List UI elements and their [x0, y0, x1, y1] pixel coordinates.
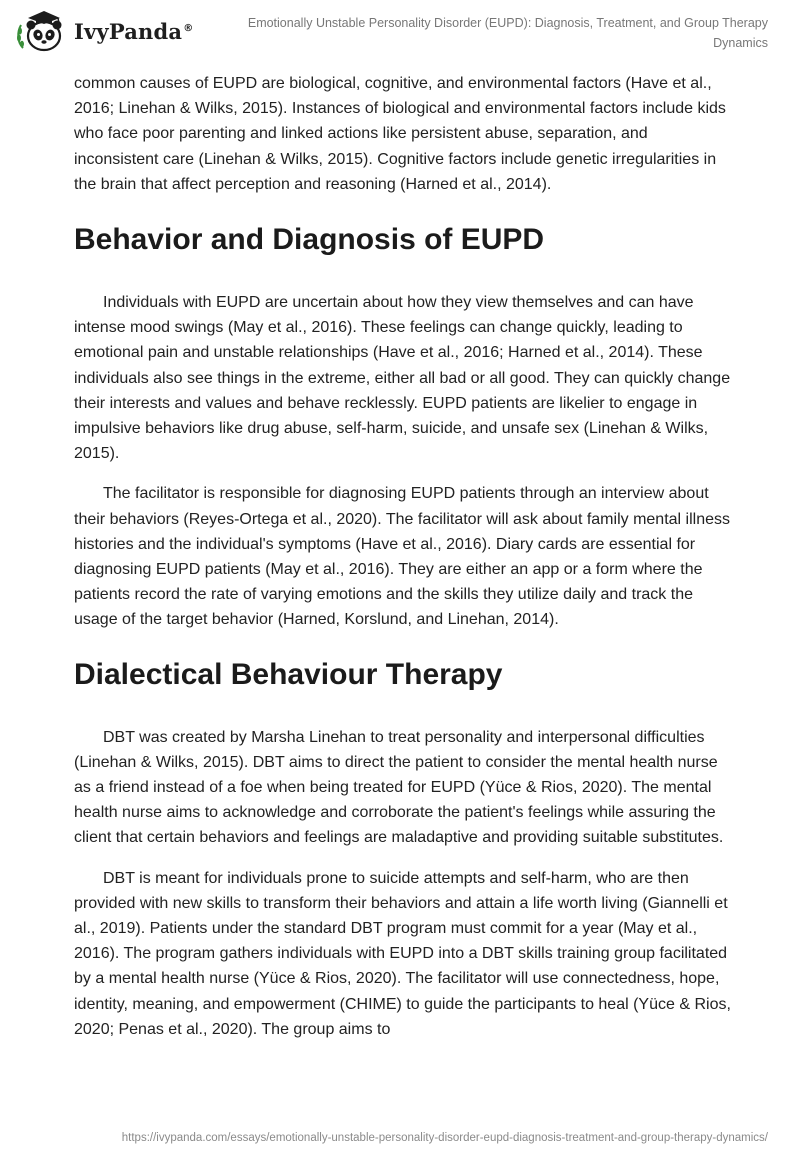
- paragraph: DBT was created by Marsha Linehan to treat personality and interpersonal difficulties (Linehan & Wilks, 2015). DBT aims to direct the patient to consider the mental health nurse as a friend instead of a foe when being treated for EUPD (Yüce & Rios, 2020). The mental health nurse aims to acknowledge and corroborate the patient's feelings while assuring the client that certain behaviors and feelings are maladaptive and providing suitable substitutes.: [74, 728, 724, 847]
- page-header: [0, 0, 800, 62]
- paragraph: The facilitator is responsible for diagnosing EUPD patients through an interview about their behaviors (Reyes-Ortega et al., 2020). The facilitator will ask about family mental illness histories and the individual's symptoms (Have et al., 2016). Diary cards are essential for diagnosing EUPD patients (May et al., 2016). They are either an app or a form where the patients record the rate of varying emotions and the skills they utilize daily and track the usage of the target behavior (Harned, Korslund, and Linehan, 2014).: [74, 485, 730, 629]
- panda-graduate-icon: [14, 8, 70, 54]
- section-heading-dbt: Dialectical Behaviour Therapy: [74, 657, 503, 691]
- section-heading-behavior-diagnosis: Behavior and Diagnosis of EUPD: [74, 223, 545, 257]
- intro-paragraph: common causes of EUPD are biological, cognitive, and environmental factors (Have et al., 2016; Linehan & Wilks, 2015). Instances of biological and environmental factors include kids who face poor parenting and linked actions like persistent abuse, separation, and inconsistent care (Linehan & Wilks, 2015). Cognitive factors include genetic irregularities in the brain that affect perception and reasoning (Harned et al., 2014).: [74, 75, 726, 193]
- logo-wordmark: IvyPanda®: [74, 18, 194, 44]
- document-title: Emotionally Unstable Personality Disorder (EUPD): Diagnosis, Treatment, and Group Therapy Dynamics: [247, 16, 768, 50]
- essay-body: [74, 71, 734, 1042]
- source-url[interactable]: https://ivypanda.com/essays/emotionally-unstable-personality-disorder-eupd-diagnosis-treatment-and-group-therapy-dynamics/: [121, 1132, 768, 1144]
- paragraph: DBT is meant for individuals prone to suicide attempts and self-harm, who are then provided with new skills to transform their behaviors and attain a life worth living (Giannelli et al., 2019). Patients under the standard DBT program must commit for a year (May et al., 2016). The program gathers individuals with EUPD into a DBT skills training group facilitated by a mental health nurse (Yüce & Rios, 2020). The facilitator will use connectedness, hope, identity, meaning, and empowerment (CHIME) to guide the participants to heal (Yüce & Rios, 2020; Penas et al., 2020). The group aims to: [74, 869, 731, 1038]
- paragraph: Individuals with EUPD are uncertain about how they view themselves and can have intense mood swings (May et al., 2016). These feelings can change quickly, leading to emotional pain and unstable relationships (Have et al., 2016; Harned et al., 2014). These individuals also see things in the extreme, either all bad or all good. They can quickly change their interests and values and behave recklessly. EUPD patients are likelier to engage in impulsive behaviors like drug abuse, self-harm, suicide, and unsafe sex (Linehan & Wilks, 2015).: [74, 294, 731, 463]
- ivypanda-logo[interactable]: [14, 8, 193, 54]
